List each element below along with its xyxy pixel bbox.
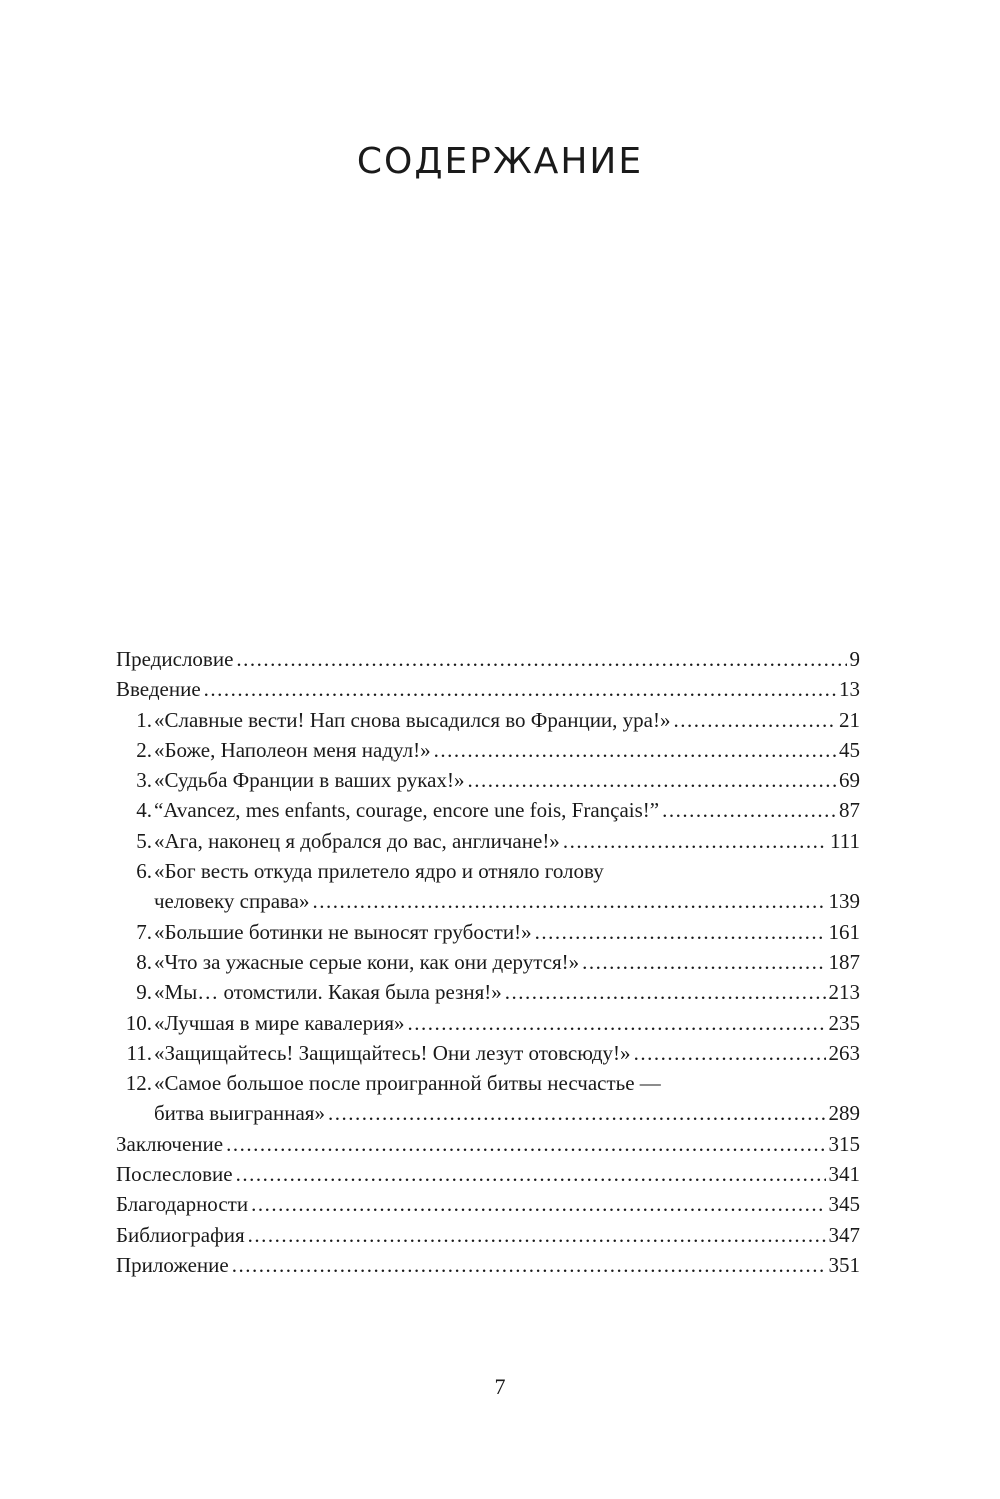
toc-entry-chapter-6-continued[interactable] xyxy=(116,886,860,916)
toc-entry-chapter-1[interactable] xyxy=(116,705,860,735)
chapter-number: 3. xyxy=(136,768,152,793)
toc-entry-page: 345 xyxy=(828,1192,860,1217)
toc-entry-chapter-3[interactable] xyxy=(116,765,860,795)
toc-entry-chapter-4[interactable] xyxy=(116,795,860,825)
toc-entry-label: «Самое большое после проигранной битвы несчастье — xyxy=(154,1071,661,1096)
toc-entry-chapter-5[interactable] xyxy=(116,826,860,856)
toc-entry-page: 161 xyxy=(828,919,860,944)
toc-entry-chapter-12-continued[interactable] xyxy=(116,1098,860,1128)
chapter-number: 1. xyxy=(136,707,152,732)
toc-entry-label: «Славные вести! Нап снова высадился во Франции, ура!» xyxy=(154,707,671,732)
toc-entry-label: «Боже, Наполеон меня надул!» xyxy=(154,737,431,762)
toc-entry-label: Библиография xyxy=(116,1222,245,1247)
toc-leader-dots xyxy=(505,977,826,1007)
toc-entry-label: «Большие ботинки не выносят грубости!» xyxy=(154,919,532,944)
toc-entry-page: 213 xyxy=(828,980,860,1005)
page-number: 7 xyxy=(494,1374,506,1399)
toc-leader-dots xyxy=(226,1129,825,1159)
toc-entry-label: «Мы… отомстили. Какая была резня!» xyxy=(154,980,502,1005)
toc-entry-label: “Avancez, mes enfants, courage, encore une fois, Français!” xyxy=(154,798,660,823)
chapter-number: 11. xyxy=(126,1040,152,1065)
page-title: СОДЕРЖАНИЕ xyxy=(356,141,644,182)
toc-leader-dots xyxy=(248,1220,826,1250)
chapter-number: 9. xyxy=(136,980,152,1005)
toc-leader-dots xyxy=(468,765,837,795)
toc-entry-page: 21 xyxy=(839,707,860,732)
toc-leader-dots xyxy=(434,735,836,765)
toc-entry-page: 9 xyxy=(849,647,860,671)
toc-leader-dots xyxy=(582,947,825,977)
toc-entry-page: 69 xyxy=(839,768,860,793)
toc-entry-chapter-2[interactable] xyxy=(116,735,860,765)
toc-entry-label-continued: битва выигранная» xyxy=(154,1101,325,1126)
toc-entry-page: 13 xyxy=(839,677,860,702)
toc-entry-label: Послесловие xyxy=(116,1162,233,1187)
toc-entry-page: 263 xyxy=(828,1040,860,1065)
chapter-number: 4. xyxy=(136,798,152,823)
toc-entry-appendix[interactable] xyxy=(116,1250,860,1280)
toc-entry-chapter-6[interactable] xyxy=(116,856,860,886)
toc-entry-page: 111 xyxy=(830,828,860,853)
toc-entry-afterword[interactable] xyxy=(116,1159,860,1189)
toc-entry-label: Благодарности xyxy=(116,1192,249,1217)
toc-leader-dots xyxy=(408,1008,826,1038)
toc-entry-label: «Лучшая в мире кавалерия» xyxy=(154,1010,405,1035)
chapter-number: 2. xyxy=(136,737,152,762)
toc-leader-dots xyxy=(251,1189,825,1219)
toc-leader-dots xyxy=(662,795,836,825)
chapter-number: 12. xyxy=(125,1071,152,1096)
toc-entry-label: «Что за ужасные серые кони, как они дерутся!» xyxy=(154,949,580,974)
toc-entry-page: 289 xyxy=(828,1101,860,1126)
toc-leader-dots xyxy=(236,1159,826,1189)
chapter-number: 6. xyxy=(136,859,152,884)
toc-entry-label: «Бог весть откуда прилетело ядро и отняло голову xyxy=(154,859,604,884)
toc-leader-dots xyxy=(328,1098,826,1128)
toc-entry-page: 341 xyxy=(828,1162,860,1187)
toc-entry-label-continued: человеку справа» xyxy=(154,889,310,914)
toc-entry-page: 187 xyxy=(828,949,860,974)
toc-entry-chapter-7[interactable] xyxy=(116,917,860,947)
toc-leader-dots xyxy=(204,674,836,704)
toc-leader-dots xyxy=(563,826,827,856)
toc-leader-dots xyxy=(312,886,825,916)
toc-entry-page: 347 xyxy=(828,1222,860,1247)
toc-entry-bibliography[interactable] xyxy=(116,1220,860,1250)
toc-leader-dots xyxy=(634,1038,826,1068)
toc-entry-label: Приложение xyxy=(116,1252,229,1277)
toc-entry-chapter-12[interactable] xyxy=(116,1068,860,1098)
toc-leader-dots xyxy=(236,644,846,674)
toc-entry-label: Предисловие xyxy=(116,647,234,671)
toc-entry-introduction[interactable] xyxy=(116,674,860,704)
chapter-number: 8. xyxy=(136,949,152,974)
toc-entry-chapter-9[interactable] xyxy=(116,977,860,1007)
toc-entry-page: 235 xyxy=(828,1010,860,1035)
toc-entry-label: «Судьба Франции в ваших руках!» xyxy=(154,768,465,793)
toc-entry-chapter-10[interactable] xyxy=(116,1008,860,1038)
toc-entry-label: «Защищайтесь! Защищайтесь! Они лезут отовсюду!» xyxy=(154,1040,631,1065)
chapter-number: 7. xyxy=(136,919,152,944)
toc-leader-dots xyxy=(535,917,826,947)
toc-entry-page: 351 xyxy=(828,1252,860,1277)
toc-entry-label: Заключение xyxy=(116,1131,224,1156)
toc-leader-dots xyxy=(673,705,836,735)
toc-leader-dots xyxy=(232,1250,826,1280)
toc-entry-page: 315 xyxy=(828,1131,860,1156)
chapter-number: 10. xyxy=(125,1010,152,1035)
toc-entry-label: Введение xyxy=(116,677,201,702)
toc-entry-conclusion[interactable] xyxy=(116,1129,860,1159)
toc-entry-label: «Ага, наконец я добрался до вас, англичане!» xyxy=(154,828,560,853)
toc-entry-page: 87 xyxy=(839,798,860,823)
toc-entry-chapter-8[interactable] xyxy=(116,947,860,977)
toc-entry-page: 139 xyxy=(828,889,860,914)
table-of-contents xyxy=(116,644,860,1280)
chapter-number: 5. xyxy=(136,828,152,853)
toc-entry-page: 45 xyxy=(839,737,860,762)
toc-entry-preface[interactable] xyxy=(116,644,860,674)
toc-entry-acknowledgements[interactable] xyxy=(116,1189,860,1219)
toc-entry-chapter-11[interactable] xyxy=(116,1038,860,1068)
